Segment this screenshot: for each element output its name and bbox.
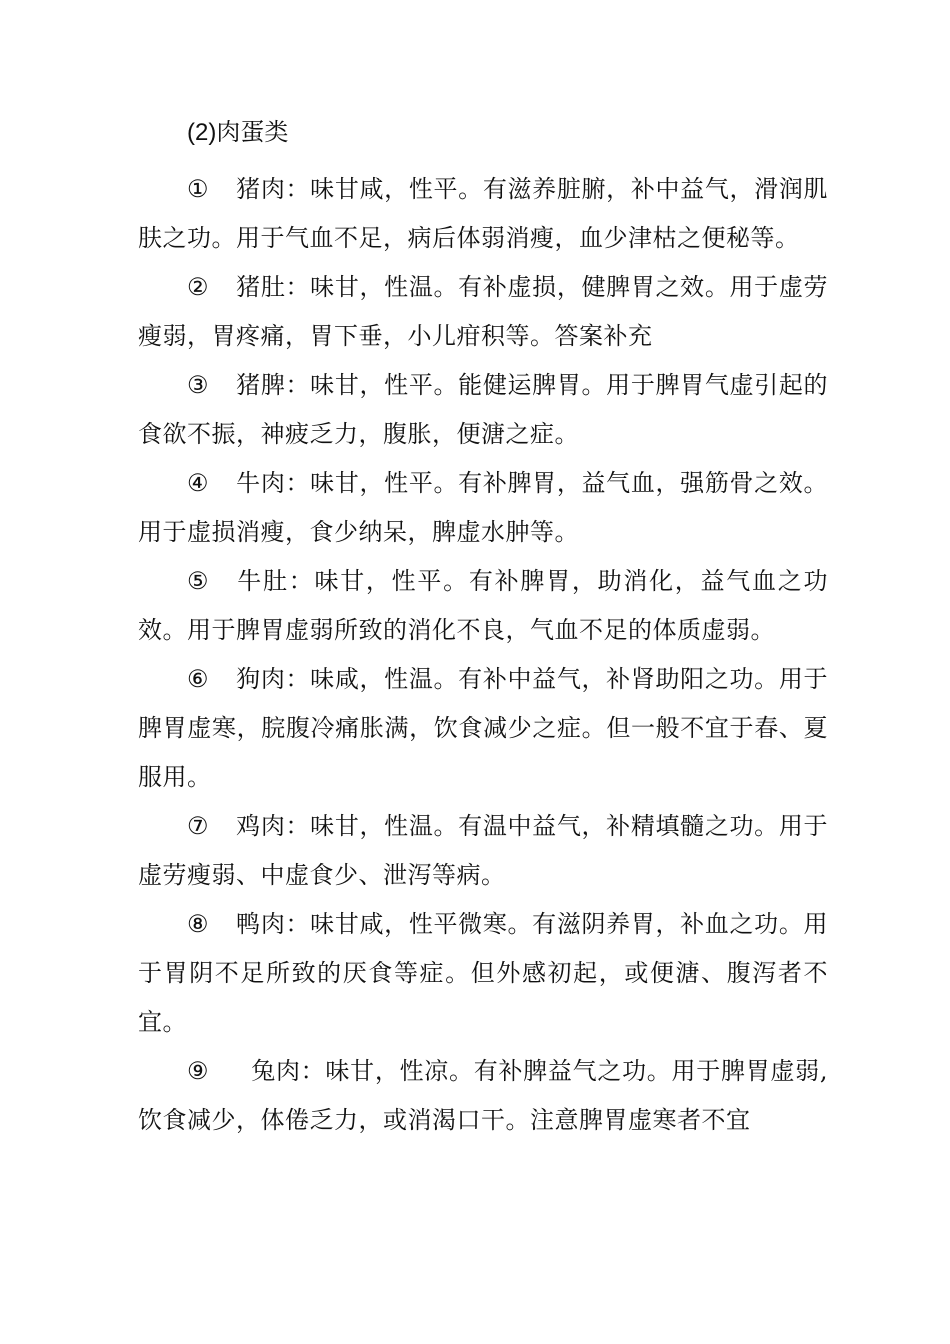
entry-pork-stomach	[138, 263, 828, 361]
entry-dog-meat	[138, 655, 828, 802]
entry-beef-tripe	[138, 557, 828, 655]
entry-duck	[138, 900, 828, 1047]
section-title: (2)肉蛋类	[187, 119, 289, 146]
entry-number: ⑤	[187, 567, 210, 595]
entry-text: 猪肉：味甘咸，性平。有滋养脏腑，补中益气，滑润肌肤之功。用于气血不足，病后体弱消瘦，血少津枯之便秘等。	[138, 175, 828, 252]
entry-text: 牛肚：味甘，性平。有补脾胃，助消化，益气血之功效。用于脾胃虚弱所致的消化不良，气血不足的体质虚弱。	[138, 567, 828, 644]
entry-number: ①	[187, 175, 210, 203]
entry-chicken	[138, 802, 828, 900]
entry-number: ⑥	[187, 665, 210, 693]
entry-number: ⑦	[187, 812, 210, 840]
entry-pork-spleen	[138, 361, 828, 459]
entry-text: 鸭肉：味甘咸，性平微寒。有滋阴养胃，补血之功。用于胃阴不足所致的厌食等症。但外感初起，或便溏、腹泻者不宜。	[138, 910, 828, 1036]
entry-text: 狗肉：味咸，性温。有补中益气，补肾助阳之功。用于脾胃虚寒，脘腹冷痛胀满，饮食减少之症。但一般不宜于春、夏服用。	[138, 665, 828, 791]
entry-number: ⑨	[187, 1057, 210, 1085]
entry-text: 猪脾：味甘，性平。能健运脾胃。用于脾胃气虚引起的食欲不振，神疲乏力，腹胀，便溏之症。	[138, 371, 828, 448]
entry-number: ④	[187, 469, 210, 497]
entry-number: ③	[187, 371, 210, 399]
entry-text: 兔肉：味甘，性凉。有补脾益气之功。用于脾胃虚弱, 饮食减少，体倦乏力，或消渴口干。注意脾胃虚寒者不宜	[138, 1057, 828, 1134]
entry-text: 牛肉：味甘，性平。有补脾胃，益气血，强筋骨之效。用于虚损消瘦，食少纳呆，脾虚水肿等。	[138, 469, 828, 546]
entry-pork	[138, 165, 828, 263]
entry-beef	[138, 459, 828, 557]
document-page	[138, 116, 828, 1145]
entry-number: ②	[187, 273, 210, 301]
entry-number: ⑧	[187, 910, 210, 938]
entry-rabbit	[138, 1047, 828, 1145]
entry-text: 鸡肉：味甘，性温。有温中益气，补精填髓之功。用于虚劳瘦弱、中虚食少、泄泻等病。	[138, 812, 828, 889]
entry-text: 猪肚：味甘，性温。有补虚损，健脾胃之效。用于虚劳瘦弱，胃疼痛，胃下垂，小儿疳积等。答案补充	[138, 273, 828, 350]
